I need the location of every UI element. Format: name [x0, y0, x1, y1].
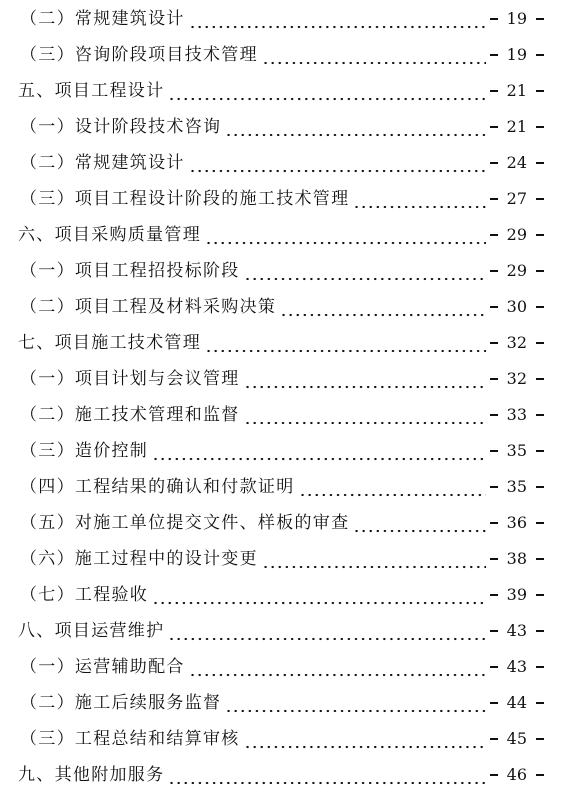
toc-page-number: 30: [506, 297, 527, 316]
toc-page-number: 27: [506, 189, 527, 208]
toc-entry-label: 九、其他附加服务: [18, 764, 165, 785]
toc-entry[interactable]: [0, 469, 564, 505]
page-dash: [490, 594, 498, 595]
dot-leader: [244, 264, 486, 281]
toc-page-number: 36: [506, 513, 527, 532]
dot-leader: [299, 480, 486, 497]
toc-page-ref: [490, 407, 544, 423]
toc-entry[interactable]: [0, 325, 564, 361]
toc-entry-label: （二）施工技术管理和监督: [20, 404, 240, 425]
page-dash: [536, 270, 544, 271]
toc-page-ref: [490, 335, 544, 351]
toc-page-number: 35: [506, 441, 527, 460]
page-dash: [490, 486, 498, 487]
page-dash: [490, 666, 498, 667]
toc-page-ref: [490, 767, 544, 783]
toc-entry-label: （三）项目工程设计阶段的施工技术管理: [20, 188, 350, 209]
page-dash: [490, 90, 498, 91]
page-dash: [490, 162, 498, 163]
toc-page-number: 44: [506, 693, 527, 712]
dot-leader: [353, 192, 485, 209]
toc-entry[interactable]: [0, 433, 564, 469]
toc-entry[interactable]: [0, 577, 564, 613]
page-dash: [536, 558, 544, 559]
toc-entry-label: （二）项目工程及材料采购决策: [20, 296, 277, 317]
page-dash: [536, 738, 544, 739]
toc-entry-label: （六）施工过程中的设计变更: [20, 548, 258, 569]
toc-page-ref: [490, 443, 544, 459]
page-dash: [490, 414, 498, 415]
dot-leader: [225, 696, 485, 713]
dot-leader: [189, 660, 486, 677]
page-dash: [536, 126, 544, 127]
dot-leader: [168, 624, 485, 641]
toc-entry[interactable]: [0, 253, 564, 289]
toc-page-number: 29: [506, 261, 527, 280]
toc-entry[interactable]: [0, 361, 564, 397]
toc-entry-label: 八、项目运营维护: [18, 620, 165, 641]
toc-page-number: 38: [506, 549, 527, 568]
toc-page-ref: [490, 263, 544, 279]
page-dash: [490, 126, 498, 127]
page-dash: [536, 630, 544, 631]
page-dash: [536, 198, 544, 199]
toc-page-ref: [490, 623, 544, 639]
page-dash: [536, 162, 544, 163]
toc-page-ref: [490, 371, 544, 387]
page-dash: [536, 522, 544, 523]
toc-page-ref: [490, 515, 544, 531]
dot-leader: [168, 768, 485, 785]
toc-page-number: 33: [506, 405, 527, 424]
toc-page-number: 32: [506, 333, 527, 352]
dot-leader: [189, 12, 486, 29]
dot-leader: [353, 516, 485, 533]
toc-entry[interactable]: [0, 109, 564, 145]
page-dash: [536, 90, 544, 91]
page-dash: [490, 54, 498, 55]
toc-page-number: 45: [506, 729, 527, 748]
dot-leader: [244, 372, 486, 389]
toc-entry-label: 五、项目工程设计: [18, 80, 165, 101]
page-dash: [536, 18, 544, 19]
toc-entry[interactable]: [0, 685, 564, 721]
page-dash: [490, 234, 498, 235]
toc-page-number: 21: [506, 81, 527, 100]
toc-entry-label: 七、项目施工技术管理: [18, 332, 201, 353]
toc-entry[interactable]: [0, 145, 564, 181]
toc-entry-label: （三）工程总结和结算审核: [20, 728, 240, 749]
toc-entry-label: （四）工程结果的确认和付款证明: [20, 476, 295, 497]
toc-entry-label: （三）咨询阶段项目技术管理: [20, 44, 258, 65]
toc-page-number: 46: [506, 765, 527, 784]
page-dash: [536, 414, 544, 415]
dot-leader: [262, 552, 486, 569]
page-dash: [536, 666, 544, 667]
toc-entry[interactable]: [0, 757, 564, 793]
page-dash: [490, 342, 498, 343]
page-dash: [536, 54, 544, 55]
toc-page-ref: [490, 299, 544, 315]
dot-leader: [225, 120, 485, 137]
toc-entry[interactable]: [0, 73, 564, 109]
page-dash: [490, 702, 498, 703]
toc-entry[interactable]: [0, 181, 564, 217]
dot-leader: [244, 732, 486, 749]
page-dash: [490, 198, 498, 199]
page-dash: [490, 450, 498, 451]
toc-entry[interactable]: [0, 1, 564, 37]
toc-page-ref: [490, 551, 544, 567]
page-dash: [536, 234, 544, 235]
toc-entry[interactable]: [0, 541, 564, 577]
toc-page-ref: [490, 191, 544, 207]
toc-entry-label: （二）常规建筑设计: [20, 8, 185, 29]
dot-leader: [244, 408, 486, 425]
page-dash: [536, 378, 544, 379]
page-dash: [490, 738, 498, 739]
page-dash: [490, 270, 498, 271]
toc-entry-label: （二）施工后续服务监督: [20, 692, 222, 713]
page-dash: [536, 594, 544, 595]
toc-entry-label: （五）对施工单位提交文件、样板的审查: [20, 512, 350, 533]
dot-leader: [205, 336, 486, 353]
page-dash: [536, 702, 544, 703]
page-dash: [536, 306, 544, 307]
toc-page-number: 19: [506, 9, 527, 28]
toc-page-ref: [490, 119, 544, 135]
toc-entry[interactable]: [0, 397, 564, 433]
dot-leader: [168, 84, 485, 101]
toc-page-number: 32: [506, 369, 527, 388]
page-dash: [490, 558, 498, 559]
toc-entry[interactable]: [0, 217, 564, 253]
page-dash: [490, 18, 498, 19]
page-dash: [536, 450, 544, 451]
toc-page-ref: [490, 587, 544, 603]
toc-entry[interactable]: [0, 649, 564, 685]
toc-page-ref: [490, 731, 544, 747]
toc-entry-label: （一）设计阶段技术咨询: [20, 116, 222, 137]
page-dash: [490, 378, 498, 379]
dot-leader: [262, 48, 486, 65]
toc-page-ref: [490, 47, 544, 63]
toc-page-number: 21: [506, 117, 527, 136]
toc-page-number: 29: [506, 225, 527, 244]
page-dash: [536, 342, 544, 343]
toc-page-ref: [490, 11, 544, 27]
toc-entry-label: 六、项目采购质量管理: [18, 224, 201, 245]
dot-leader: [205, 228, 486, 245]
dot-leader: [189, 156, 486, 173]
dot-leader: [280, 300, 485, 317]
toc-entry[interactable]: [0, 37, 564, 73]
page-dash: [536, 774, 544, 775]
page-dash: [536, 486, 544, 487]
page-dash: [490, 774, 498, 775]
toc-entry[interactable]: [0, 721, 564, 757]
toc-page-number: 19: [506, 45, 527, 64]
dot-leader: [152, 588, 486, 605]
toc-entry[interactable]: [0, 505, 564, 541]
toc-entry-label: （二）常规建筑设计: [20, 152, 185, 173]
toc-page-number: 35: [506, 477, 527, 496]
dot-leader: [152, 444, 486, 461]
toc-page-number: 24: [506, 153, 527, 172]
toc-entry-label: （一）项目计划与会议管理: [20, 368, 240, 389]
toc-page-number: 43: [506, 621, 527, 640]
toc-page-ref: [490, 479, 544, 495]
toc-entry-label: （七）工程验收: [20, 584, 149, 605]
toc-page-ref: [490, 227, 544, 243]
toc-page-ref: [490, 83, 544, 99]
page-dash: [490, 630, 498, 631]
toc-entry[interactable]: [0, 613, 564, 649]
toc-entry-label: （一）运营辅助配合: [20, 656, 185, 677]
toc-entry[interactable]: [0, 289, 564, 325]
toc-page-number: 39: [506, 585, 527, 604]
toc-page-ref: [490, 659, 544, 675]
page-dash: [490, 522, 498, 523]
toc-page-number: 43: [506, 657, 527, 676]
toc-page-ref: [490, 695, 544, 711]
page-dash: [490, 306, 498, 307]
toc-entry-label: （一）项目工程招投标阶段: [20, 260, 240, 281]
toc-entry-label: （三）造价控制: [20, 440, 149, 461]
toc-page-ref: [490, 155, 544, 171]
